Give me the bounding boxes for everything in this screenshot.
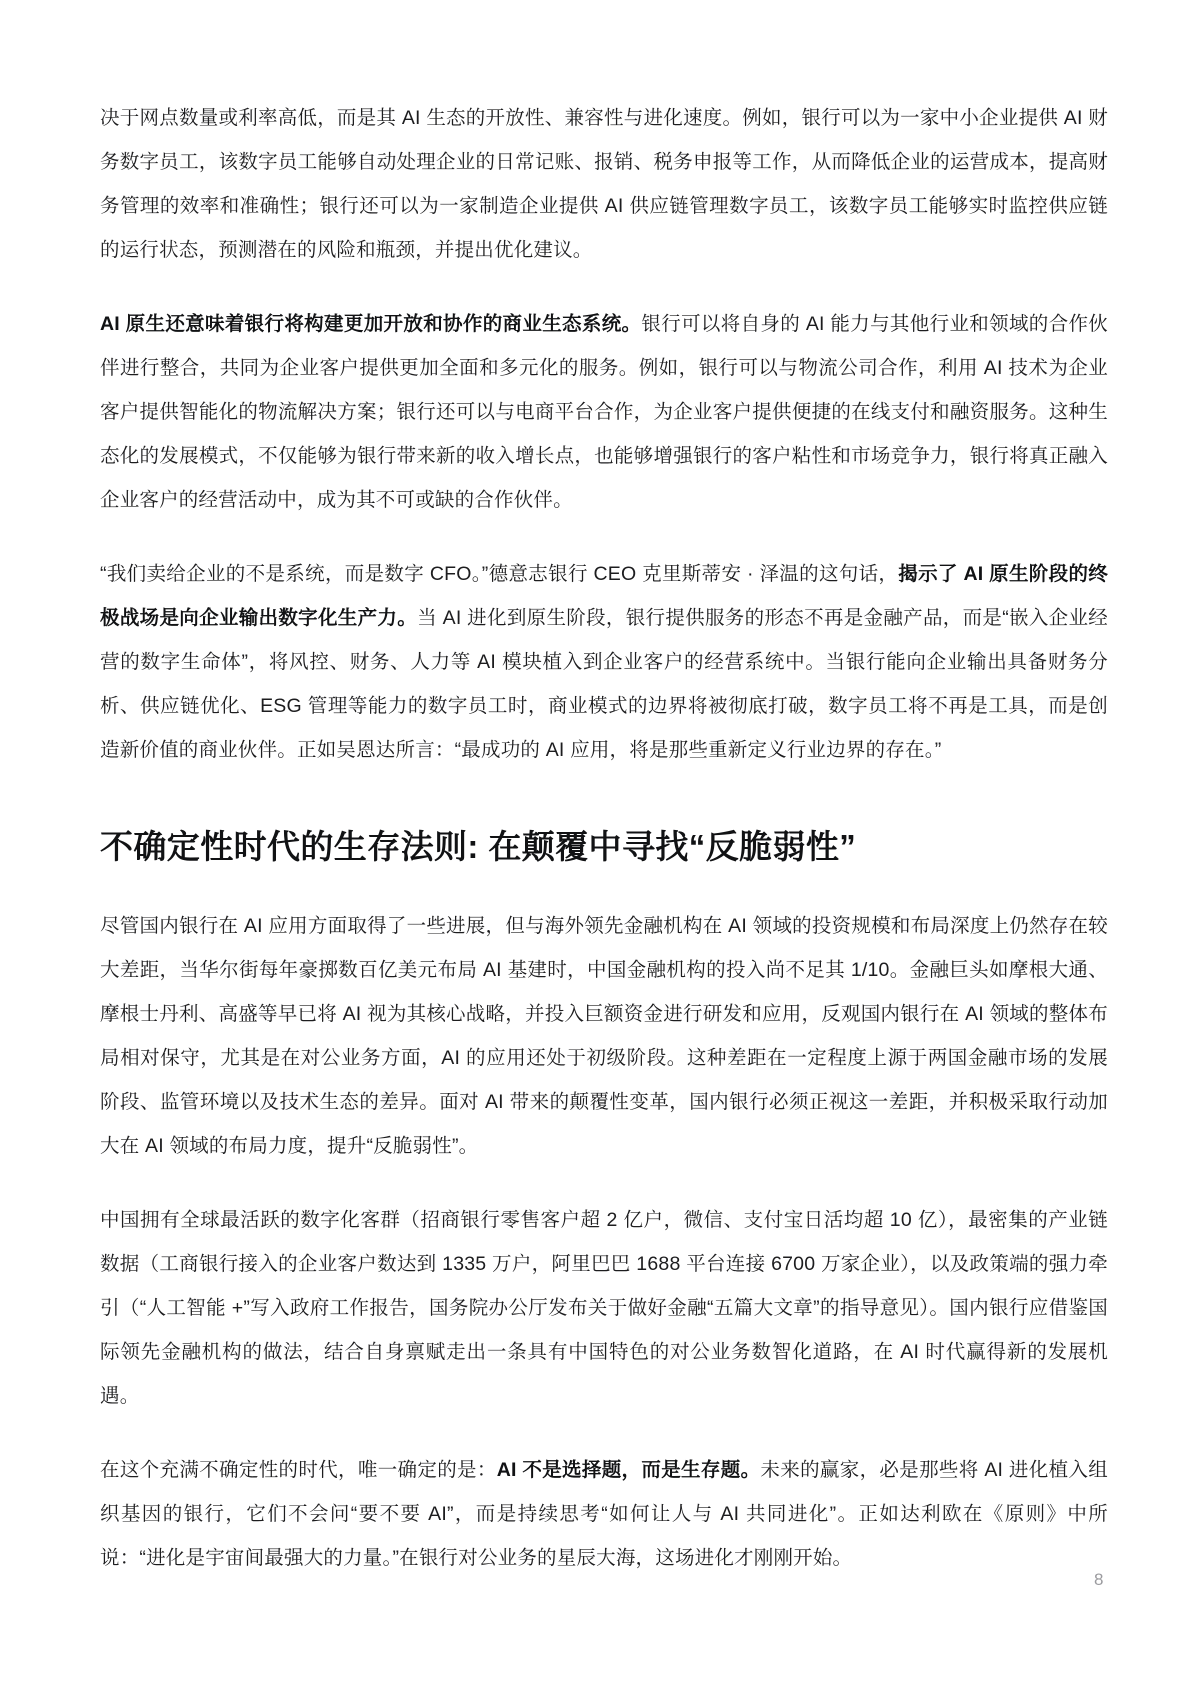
body-text: 未来的赢家，必是那些将 AI 进化植入组织基因的银行，它们不会问“要不要 AI”，而是持续思考“如何让人与 AI 共同进化”。正如达利欧在《原则》中所说：“进化是宇宙间最强大的力量。”在银行对公业务的星辰大海，这场进化才刚刚开始。 bbox=[100, 1459, 1108, 1569]
page-number: 8 bbox=[1094, 1570, 1104, 1589]
para-6 bbox=[100, 1448, 1108, 1580]
body-text: 银行可以将自身的 AI 能力与其他行业和领域的合作伙伴进行整合，共同为企业客户提供更加全面和多元化的服务。例如，银行可以与物流公司合作，利用 AI 技术为企业客户提供智能化的物流解决方案；银行还可以与电商平台合作，为企业客户提供便捷的在线支付和融资服务。这种生态化的发展模式，不仅能够为银行带来新的收入增长点，也能够增强银行的客户粘性和市场竞争力，银行将真正融入企业客户的经营活动中，成为其不可或缺的合作伙伴。 bbox=[100, 313, 1108, 511]
para-2 bbox=[100, 302, 1108, 522]
body-text: 在这个充满不确定性的时代，唯一确定的是： bbox=[100, 1459, 497, 1481]
section-heading: 不确定性时代的生存法则: 在颠覆中寻找“反脆弱性” bbox=[100, 828, 857, 865]
body-text: 尽管国内银行在 AI 应用方面取得了一些进展，但与海外领先金融机构在 AI 领域的投资规模和布局深度上仍然存在较大差距，当华尔街每年豪掷数百亿美元布局 AI 基建时，中国金融机构的投入尚不足其 1/10。金融巨头如摩根大通、摩根士丹利、高盛等早已将 AI 视为其核心战略，并投入巨额资金进行研发和应用，反观国内银行在 AI 领域的整体布局相对保守，尤其是在对公业务方面，AI 的应用还处于初级阶段。这种差距在一定程度上源于两国金融市场的发展阶段、监管环境以及技术生态的差异。面对 AI 带来的颠覆性变革，国内银行必须正视这一差距，并积极采取行动加大在 AI 领域的布局力度，提升“反脆弱性”。 bbox=[100, 915, 1108, 1157]
para-3 bbox=[100, 552, 1108, 772]
page-content bbox=[100, 96, 1108, 1610]
emphasis-text: 揭示了 AI 原生阶段的终极战场是向企业输出数字化生产力。 bbox=[100, 563, 1108, 629]
emphasis-text: AI 不是选择题，而是生存题。 bbox=[496, 1459, 761, 1481]
body-text: 决于网点数量或利率高低，而是其 AI 生态的开放性、兼容性与进化速度。例如，银行可以为一家中小企业提供 AI 财务数字员工，该数字员工能够自动处理企业的日常记账、报销、税务申报等工作，从而降低企业的运营成本，提高财务管理的效率和准确性；银行还可以为一家制造企业提供 AI 供应链管理数字员工，该数字员工能够实时监控供应链的运行状态，预测潜在的风险和瓶颈，并提出优化建议。 bbox=[100, 107, 1108, 261]
emphasis-text: AI 原生还意味着银行将构建更加开放和协作的商业生态系统。 bbox=[100, 313, 642, 335]
body-text: 中国拥有全球最活跃的数字化客群（招商银行零售客户超 2 亿户，微信、支付宝日活均超 10 亿），最密集的产业链数据（工商银行接入的企业客户数达到 1335 万户，阿里巴巴 1688 平台连接 6700 万家企业），以及政策端的强力牵引（“人工智能 +”写入政府工作报告，国务院办公厅发布关于做好金融“五篇大文章”的指导意见）。国内银行应借鉴国际领先金融机构的做法，结合自身禀赋走出一条具有中国特色的对公业务数智化道路，在 AI 时代赢得新的发展机遇。 bbox=[100, 1209, 1108, 1407]
body-text: “我们卖给企业的不是系统，而是数字 CFO。”德意志银行 CEO 克里斯蒂安 · 泽温的这句话， bbox=[100, 563, 899, 585]
body-text: 当 AI 进化到原生阶段，银行提供服务的形态不再是金融产品，而是“嵌入企业经营的数字生命体”，将风控、财务、人力等 AI 模块植入到企业客户的经营系统中。当银行能向企业输出具备财务分析、供应链优化、ESG 管理等能力的数字员工时，商业模式的边界将被彻底打破，数字员工将不再是工具，而是创造新价值的商业伙伴。正如吴恩达所言：“最成功的 AI 应用，将是那些重新定义行业边界的存在。” bbox=[100, 607, 1109, 761]
para-5 bbox=[100, 1198, 1108, 1418]
paragraph-group-before-heading bbox=[100, 96, 1108, 772]
para-1 bbox=[100, 96, 1108, 272]
para-4 bbox=[100, 904, 1108, 1168]
paragraph-group-after-heading bbox=[100, 904, 1108, 1580]
